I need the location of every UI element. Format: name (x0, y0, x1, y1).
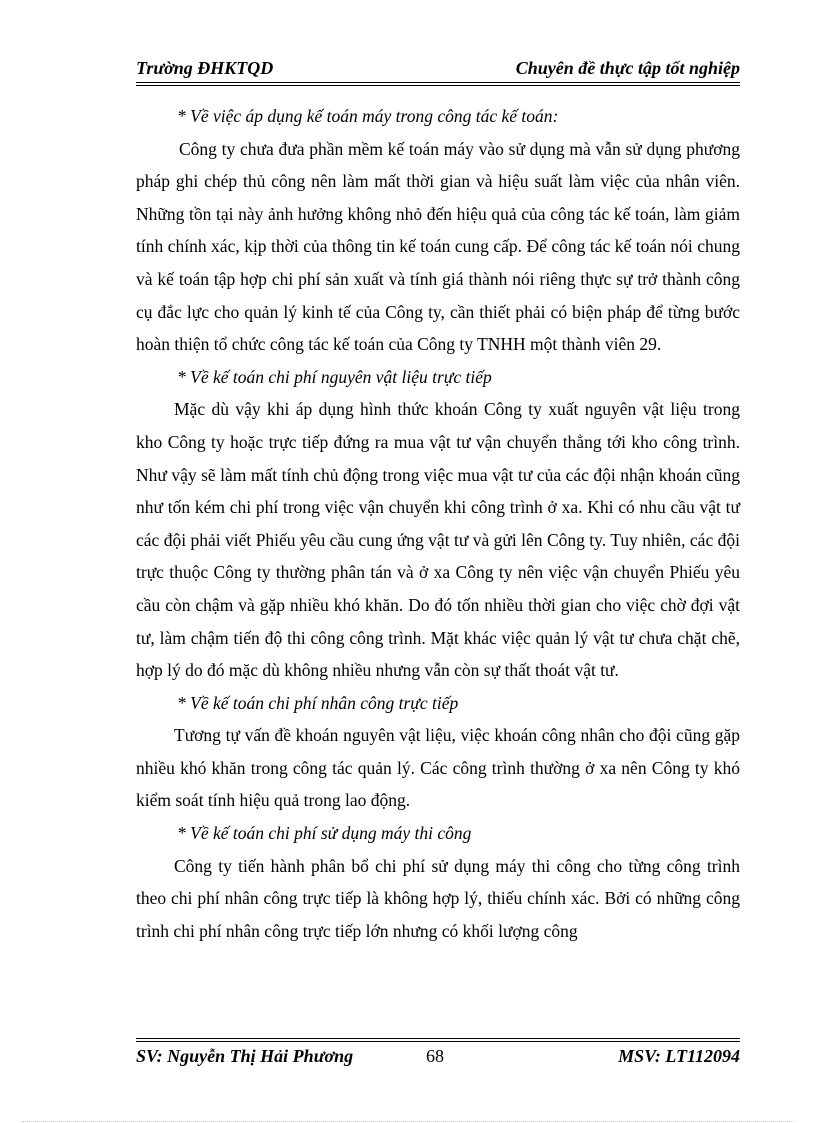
header-report-title: Chuyên đề thực tập tốt nghiệp (515, 58, 740, 78)
paragraph: Công ty tiến hành phân bổ chi phí sử dụng máy thi công cho từng công trình theo chi phí nhân công trực tiếp là không hợp lý, thiếu chính xác. Bởi có những công trình chi phí nhân công trực tiếp lớn nhưng có khối lượng công (136, 855, 740, 941)
footer-student-name: SV: Nguyễn Thị Hải Phương (136, 1046, 354, 1066)
paragraph: Mặc dù vậy khi áp dụng hình thức khoán Công ty xuất nguyên vật liệu trong kho Công ty hoặc trực tiếp đứng ra mua vật tư vận chuyển thẳng tới kho công trình. Như vậy sẽ làm mất tính chủ động trong việc mua vật tư của các đội nhận khoán cũng như tốn kém chi phí trong việc vận chuyển khi công trình ở xa. Khi có nhu cầu vật tư các đội phải viết Phiếu yêu cầu cung ứng vật tư và gửi lên Công ty. Tuy nhiên, các đội trực thuộc Công ty thường phân tán và ở xa Công ty nên việc vận chuyển Phiếu yêu cầu còn chậm và gặp nhiều khó khăn. Do đó tốn nhiều thời gian cho việc chờ đợi vật tư, làm chậm tiến độ thi công công trình. Mặt khác việc quản lý vật tư chưa chặt chẽ, hợp lý do đó mặc dù không nhiều nhưng vẫn còn sự thất thoát vật tư. (136, 399, 740, 681)
page-edge-divider (22, 1121, 794, 1122)
body-text (136, 100, 740, 947)
section-heading: * Về kế toán chi phí sử dụng máy thi công (177, 823, 472, 844)
footer-student-id: MSV: LT112094 (618, 1046, 740, 1066)
page-footer (136, 1038, 740, 1078)
header-university: Trường ĐHKTQD (136, 58, 274, 78)
paragraph: Tương tự vấn đề khoán nguyên vật liệu, việc khoán công nhân cho đội cũng gặp nhiều khó khăn trong công tác quản lý. Các công trình thường ở xa nên Công ty khó kiểm soát tính hiệu quả trong lao động. (136, 725, 740, 811)
footer-rule (136, 1041, 740, 1042)
header-rule (136, 82, 740, 83)
paragraph: Công ty chưa đưa phần mềm kế toán máy vào sử dụng mà vẫn sử dụng phương pháp ghi chép thủ công nên làm mất thời gian và hiệu suất làm việc của nhân viên. Những tồn tại này ảnh hưởng không nhỏ đến hiệu quả của công tác kế toán, làm giảm tính chính xác, kịp thời của thông tin kế toán cung cấp. Để công tác kế toán nói chung và kế toán tập hợp chi phí sản xuất và tính giá thành nói riêng thực sự trở thành công cụ đắc lực cho quản lý kinh tế của Công ty, cần thiết phải có biện pháp để từng bước hoàn thiện tổ chức công tác kế toán của Công ty TNHH một thành viên 29. (136, 138, 740, 355)
header-rule-thick (136, 85, 740, 86)
section-heading: * Về kế toán chi phí nguyên vật liệu trực tiếp (177, 366, 492, 387)
page-header (136, 56, 740, 86)
footer-rule-thick (136, 1038, 740, 1039)
page-number: 68 (426, 1046, 444, 1066)
section-heading: * Về việc áp dụng kế toán máy trong công tác kế toán: (177, 106, 559, 126)
section-heading: * Về kế toán chi phí nhân công trực tiếp (177, 692, 459, 713)
